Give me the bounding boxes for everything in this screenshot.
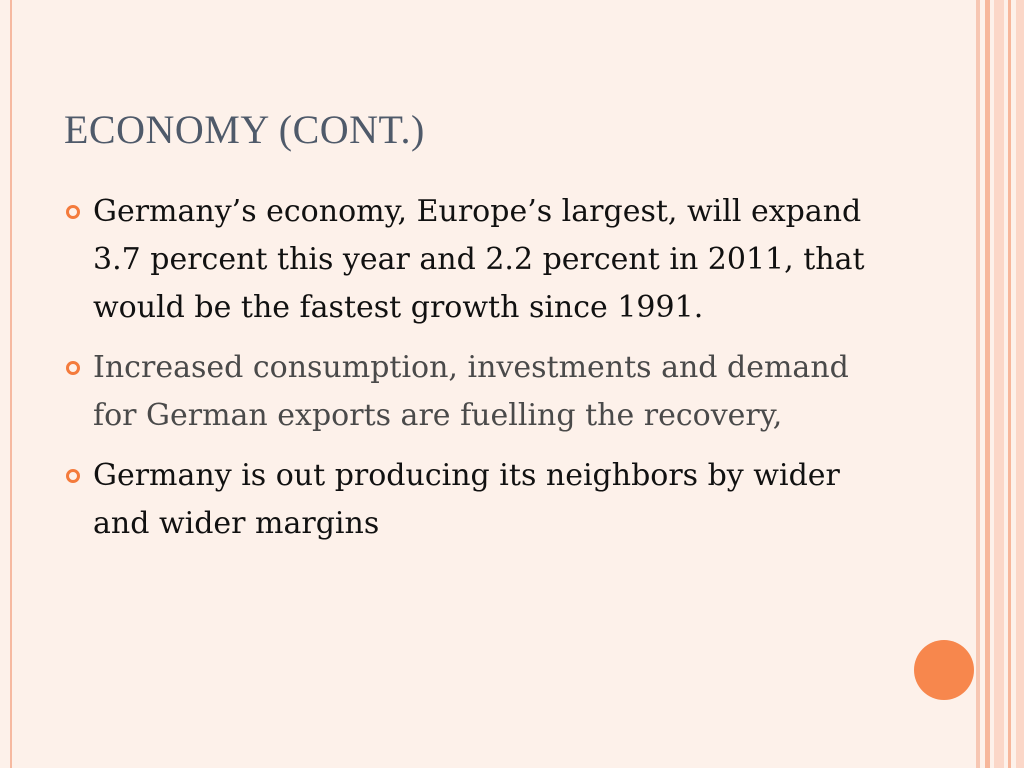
decorative-circle [914, 640, 974, 700]
slide-title: ECONOMY (CONT.) [64, 107, 425, 152]
right-border-stripe [1008, 0, 1011, 768]
bullet-item [64, 344, 894, 440]
ring-bullet-icon [66, 361, 80, 375]
ring-bullet-icon [66, 469, 80, 483]
bullet-text: Increased consumption, investments and demand for German exports are fuelling the recovery, [93, 350, 849, 433]
right-border-stripe [985, 0, 990, 768]
right-border-stripe [994, 0, 1004, 768]
bullet-item [64, 452, 894, 548]
left-border-line [10, 0, 12, 768]
right-border-stripe [976, 0, 980, 768]
bullet-list [64, 188, 894, 560]
bullet-item [64, 188, 894, 332]
ring-bullet-icon [66, 205, 80, 219]
bullet-text: Germany is out producing its neighbors by wider and wider margins [93, 458, 840, 541]
right-border-stripe [1016, 0, 1024, 768]
bullet-text: Germany’s economy, Europe’s largest, will expand 3.7 percent this year and 2.2 percent in 2011, that would be the fastest growth since 1991. [93, 194, 865, 325]
